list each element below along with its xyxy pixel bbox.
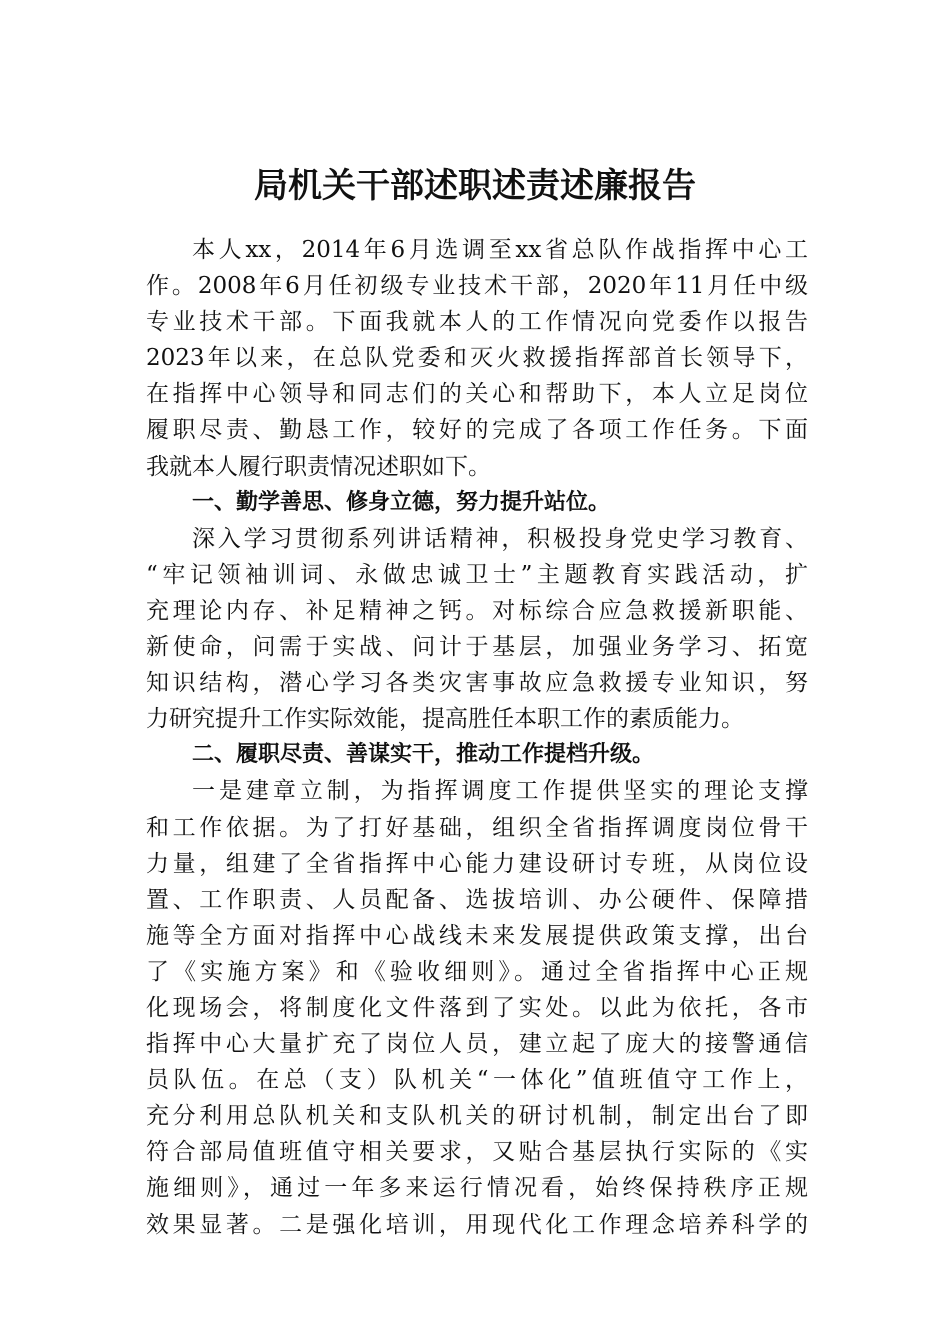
body-line: 本人xx，2014年6月选调至xx省总队作战指挥中心工 (192, 237, 808, 263)
body-line: 和工作依据。为了打好基础，组织全省指挥调度岗位骨干 (146, 814, 808, 841)
body-line: 履职尽责、勤恳工作，较好的完成了各项工作任务。下面 (146, 417, 808, 444)
body-line: 知识结构，潜心学习各类灾害事故应急救援专业知识，努 (146, 670, 808, 697)
body-line: 了《实施方案》和《验收细则》。通过全省指挥中心正规 (146, 958, 808, 985)
body-line: 充分利用总队机关和支队机关的研讨机制，制定出台了即 (146, 1103, 808, 1130)
body-line: 符合部局值班值守相关要求，又贴合基层执行实际的《实 (146, 1139, 808, 1166)
body-line: 员队伍。在总（支）队机关“一体化”值班值守工作上， (146, 1067, 808, 1094)
body-line: 一是建章立制，为指挥调度工作提供坚实的理论支撑 (192, 778, 808, 805)
body-line: 在指挥中心领导和同志们的关心和帮助下，本人立足岗位 (146, 381, 808, 408)
document-title: 局机关干部述职述责述廉报告 (254, 166, 696, 206)
body-line: 2023年以来，在总队党委和灭火救援指挥部首长领导下， (146, 345, 808, 372)
body-line: 化现场会，将制度化文件落到了实处。以此为依托，各市 (146, 994, 808, 1021)
body-line: 深入学习贯彻系列讲话精神，积极投身党史学习教育、 (192, 525, 808, 552)
body-line: 施细则》，通过一年多来运行情况看，始终保持秩序正规 (146, 1175, 808, 1202)
body-line: 力研究提升工作实际效能，提高胜任本职工作的素质能力。 (146, 706, 744, 733)
body-line: 作。2008年6月任初级专业技术干部，2020年11月任中级 (146, 273, 808, 300)
body-line: 指挥中心大量扩充了岗位人员，建立起了庞大的接警通信 (146, 1031, 808, 1058)
body-line: 施等全方面对指挥中心战线未来发展提供政策支撑，出台 (146, 922, 808, 949)
body-line: 置、工作职责、人员配备、选拔培训、办公硬件、保障措 (146, 886, 808, 913)
body-line: 力量，组建了全省指挥中心能力建设研讨专班，从岗位设 (146, 850, 808, 877)
body-line: 专业技术干部。下面我就本人的工作情况向党委作以报告 (146, 309, 808, 336)
document-body (146, 232, 808, 1243)
body-line: 效果显著。二是强化培训，用现代化工作理念培养科学的 (146, 1211, 808, 1238)
body-line: 充理论内存、补足精神之钙。对标综合应急救援新职能、 (146, 597, 808, 624)
section-heading: 一、勤学善思、修身立德，努力提升站位。 (192, 489, 611, 515)
body-line: “牢记领袖训词、永做忠诚卫士”主题教育实践活动，扩 (146, 561, 808, 588)
section-heading: 二、履职尽责、善谋实干，推动工作提档升级。 (192, 742, 655, 768)
body-line: 新使命，问需于实战、问计于基层，加强业务学习、拓宽 (146, 634, 808, 661)
body-line: 我就本人履行职责情况述职如下。 (146, 453, 491, 480)
